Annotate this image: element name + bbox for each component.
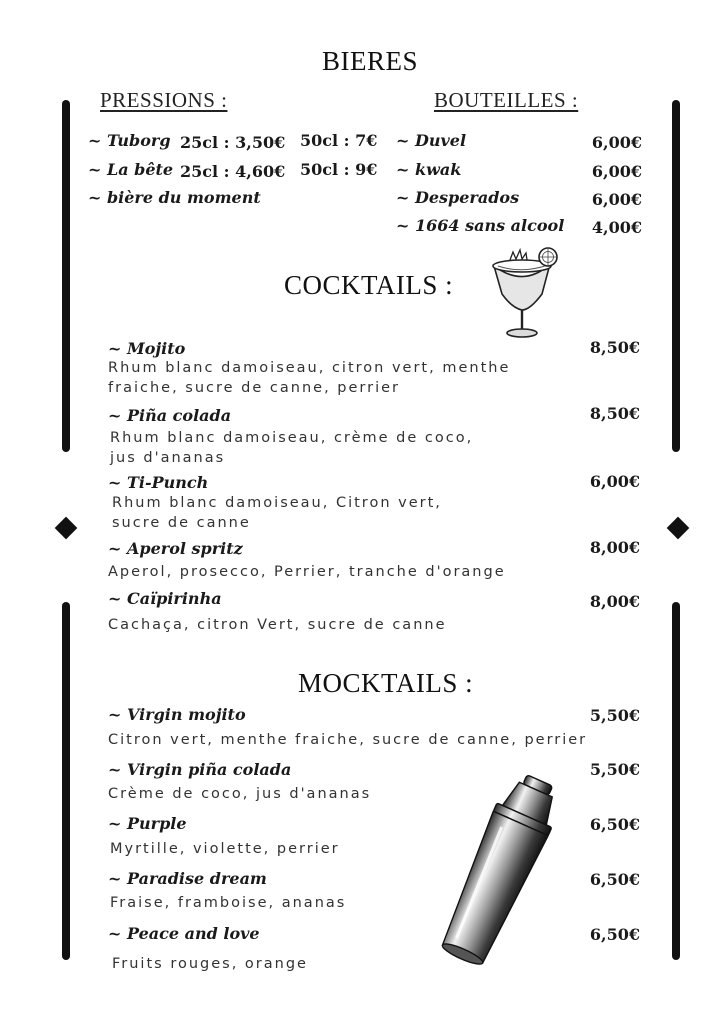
bouteille-name: ~ Desperados <box>396 188 520 207</box>
right-bottom-bar <box>672 602 680 960</box>
mocktail-desc-line: Citron vert, menthe fraiche, sucre de canne, perrier <box>108 732 588 748</box>
cocktail-desc-line: Rhum blanc damoiseau, citron vert, menthe <box>108 360 511 376</box>
bouteille-name: ~ 1664 sans alcool <box>396 216 565 235</box>
cocktail-name: ~ Ti-Punch <box>108 473 209 492</box>
pression-25cl: 25cl : 3,50€ <box>180 133 286 152</box>
mocktail-price: 6,50€ <box>589 925 640 944</box>
mocktail-price: 6,50€ <box>589 815 640 834</box>
mocktail-desc-line: Fruits rouges, orange <box>112 956 308 972</box>
bouteille-price: 6,00€ <box>591 133 642 152</box>
mocktail-desc-line: Myrtille, violette, perrier <box>110 841 340 857</box>
mocktail-name: ~ Virgin piña colada <box>108 760 292 779</box>
mocktail-price: 5,50€ <box>589 760 640 779</box>
left-diamond <box>55 517 78 540</box>
shaker-icon <box>430 770 570 970</box>
bouteilles-title: BOUTEILLES : <box>434 88 579 112</box>
cocktail-desc-line: fraiche, sucre de canne, perrier <box>108 380 400 396</box>
mocktail-name: ~ Peace and love <box>108 924 260 943</box>
cocktail-name: ~ Piña colada <box>108 406 232 425</box>
mocktail-name: ~ Purple <box>108 814 187 833</box>
mocktail-desc-line: Fraise, framboise, ananas <box>110 895 347 911</box>
pression-name: ~ La bête <box>88 160 174 179</box>
cocktail-desc-line: sucre de canne <box>112 515 251 531</box>
pression-25cl: 25cl : 4,60€ <box>180 162 286 181</box>
bouteille-name: ~ Duvel <box>396 131 467 150</box>
bouteille-name: ~ kwak <box>396 160 462 179</box>
cocktail-price: 6,00€ <box>589 472 640 491</box>
cocktail-desc-line: Cachaça, citron Vert, sucre de canne <box>108 617 447 633</box>
mocktails-title: MOCKTAILS : <box>298 668 474 698</box>
cocktail-desc-line: Aperol, prosecco, Perrier, tranche d'orange <box>108 564 506 580</box>
cocktail-desc-line: jus d'ananas <box>110 450 226 466</box>
pression-name: ~ Tuborg <box>88 131 171 150</box>
cocktail-name: ~ Aperol spritz <box>108 539 243 558</box>
cocktail-name: ~ Caïpirinha <box>108 589 222 608</box>
left-top-bar <box>62 100 70 452</box>
cocktail-glass-icon <box>486 244 566 340</box>
cocktail-desc-line: Rhum blanc damoiseau, crème de coco, <box>110 430 474 446</box>
mocktail-price: 6,50€ <box>589 870 640 889</box>
mocktail-name: ~ Virgin mojito <box>108 705 246 724</box>
bouteille-price: 4,00€ <box>591 218 642 237</box>
left-bottom-bar <box>62 602 70 960</box>
pressions-title: PRESSIONS : <box>100 88 228 112</box>
cocktail-price: 8,50€ <box>589 338 640 357</box>
mocktail-desc-line: Crème de coco, jus d'ananas <box>108 786 372 802</box>
bieres-title: BIERES <box>322 46 419 76</box>
pression-50cl: 50cl : 7€ <box>300 131 378 150</box>
cocktail-desc-line: Rhum blanc damoiseau, Citron vert, <box>112 495 442 511</box>
bouteille-price: 6,00€ <box>591 162 642 181</box>
pression-50cl: 50cl : 9€ <box>300 160 378 179</box>
cocktails-title: COCKTAILS : <box>284 270 454 300</box>
mocktail-price: 5,50€ <box>589 706 640 725</box>
cocktail-name: ~ Mojito <box>108 339 186 358</box>
right-top-bar <box>672 100 680 452</box>
cocktail-price: 8,50€ <box>589 404 640 423</box>
bouteille-price: 6,00€ <box>591 190 642 209</box>
pression-name: ~ bière du moment <box>88 188 261 207</box>
cocktail-price: 8,00€ <box>589 592 640 611</box>
right-diamond <box>667 517 690 540</box>
mocktail-name: ~ Paradise dream <box>108 869 267 888</box>
cocktail-price: 8,00€ <box>589 538 640 557</box>
